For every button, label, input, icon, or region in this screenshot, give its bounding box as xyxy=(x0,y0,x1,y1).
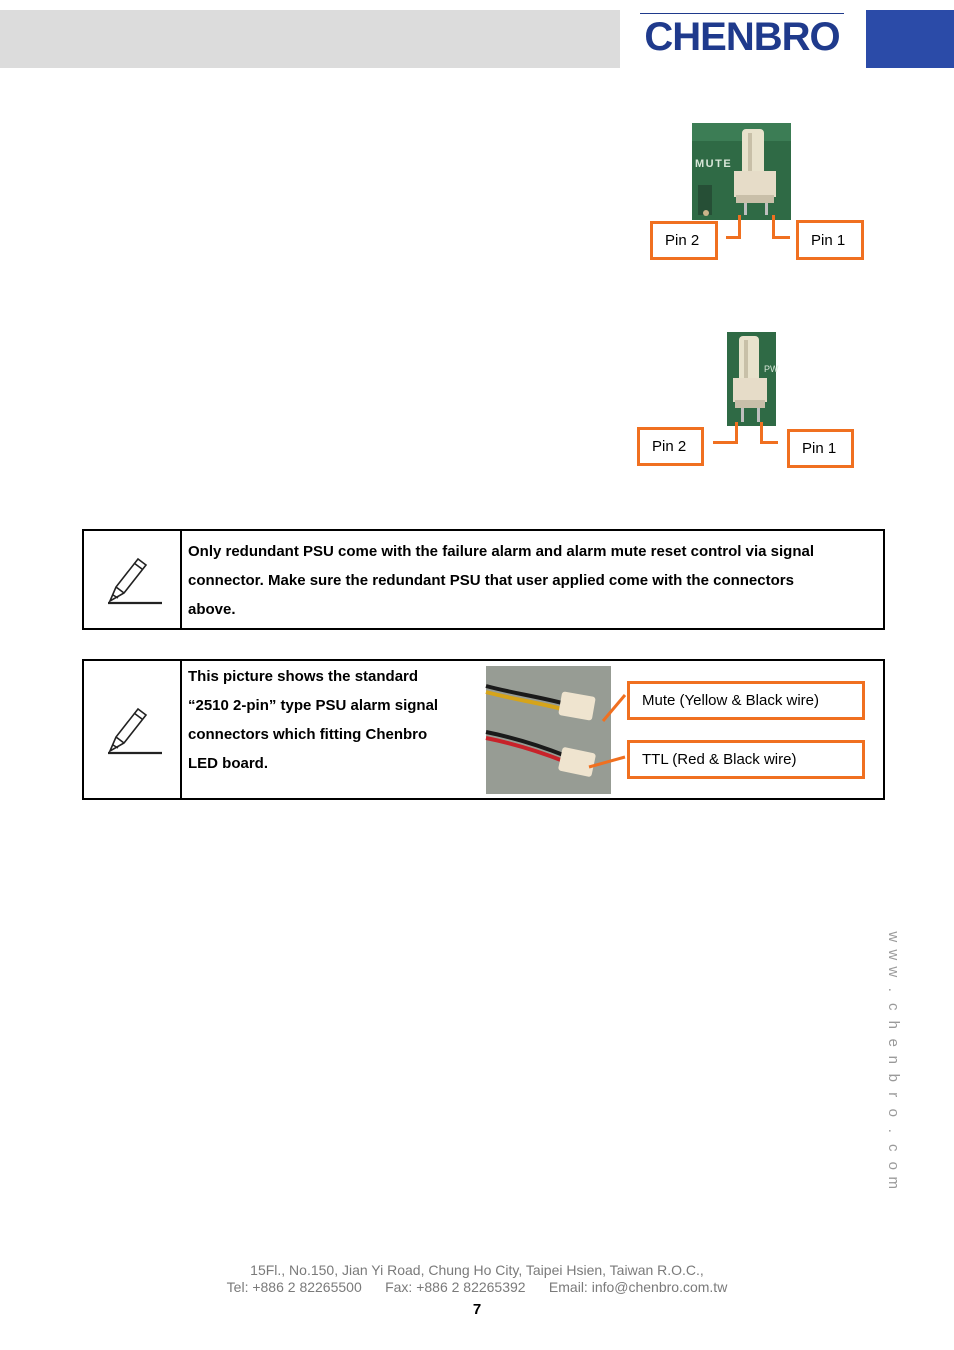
side-letter: o xyxy=(884,1108,902,1117)
mute-pin2-callout xyxy=(650,221,718,260)
ttl-board-label: PW xyxy=(764,364,779,374)
ttl-pin1-leader-h xyxy=(760,441,778,444)
note-icon-cell xyxy=(84,531,182,628)
note-line: This picture shows the standard xyxy=(188,668,419,685)
side-letter: n xyxy=(884,1055,902,1065)
mute-pin1-leader-h xyxy=(772,236,790,239)
side-letter: w xyxy=(884,948,902,960)
note-icon-cell xyxy=(84,661,182,798)
ttl-pin2-leader-v xyxy=(735,422,738,444)
mute-pin2-leader-v xyxy=(738,215,741,239)
mute-connector-photo xyxy=(692,123,791,220)
note-line: Only redundant PSU come with the failure alarm and alarm mute reset control via signal xyxy=(188,543,814,560)
wire-callout-leaders xyxy=(589,681,629,771)
note-line: above. xyxy=(188,601,236,618)
side-letter: r xyxy=(884,1092,902,1098)
mute-pin1-callout xyxy=(796,220,864,260)
side-letter: . xyxy=(884,987,902,992)
note-line: LED board. xyxy=(188,755,269,772)
mute-pin1-label: Pin 1 xyxy=(811,231,846,249)
mute-wire-label: Mute (Yellow & Black wire) xyxy=(642,692,820,709)
side-letter: c xyxy=(884,1003,902,1011)
page-number: 7 xyxy=(472,1301,482,1318)
pencil-icon xyxy=(104,703,166,759)
side-website-text xyxy=(884,928,902,1192)
note-box-redundant-psu xyxy=(82,529,885,630)
side-letter: w xyxy=(884,966,902,978)
chenbro-logo xyxy=(638,12,846,59)
note-line: connectors which fitting Chenbro xyxy=(188,726,428,743)
side-letter: b xyxy=(884,1073,902,1082)
note-line: “2510 2-pin” type PSU alarm signal xyxy=(188,697,439,714)
ttl-pin2-label: Pin 2 xyxy=(652,438,687,455)
side-letter: e xyxy=(884,1038,902,1047)
side-letter: h xyxy=(884,1020,902,1029)
note-box-2510-connector xyxy=(82,659,885,800)
side-letter: m xyxy=(884,1176,902,1190)
ttl-wire-label: TTL (Red & Black wire) xyxy=(642,751,797,768)
note-line: connector. Make sure the redundant PSU that user applied come with the connectors xyxy=(188,572,794,589)
logo-text: CHENBRO xyxy=(644,15,840,59)
side-letter: o xyxy=(884,1161,902,1170)
footer-address: 15Fl., No.150, Jian Yi Road, Chung Ho City, Taipei Hsien, Taiwan R.O.C., xyxy=(250,1262,704,1278)
ttl-pin2-leader-h xyxy=(713,441,737,444)
side-letter: w xyxy=(884,931,902,943)
side-letter: . xyxy=(884,1128,902,1133)
ttl-connector-photo xyxy=(727,332,779,426)
ttl-wire-callout xyxy=(627,740,865,779)
ttl-pin1-callout xyxy=(787,429,854,468)
ttl-pin1-label: Pin 1 xyxy=(802,440,837,457)
pencil-icon xyxy=(104,553,166,609)
side-letter: c xyxy=(884,1144,902,1152)
header-bar xyxy=(0,10,620,68)
note-text-2510-connector xyxy=(188,662,488,778)
ttl-pin2-callout xyxy=(637,427,704,466)
mute-wire-callout xyxy=(627,681,865,720)
mute-board-label: MUTE xyxy=(695,158,733,170)
header-brand-block xyxy=(866,10,954,68)
side-website-letters xyxy=(884,928,902,1192)
mute-pin2-label: Pin 2 xyxy=(665,232,700,249)
footer-contact: Tel: +886 2 82265500 Fax: +886 2 82265392 Email: info@chenbro.com.tw xyxy=(226,1279,728,1295)
note-text-redundant-psu xyxy=(188,537,878,624)
